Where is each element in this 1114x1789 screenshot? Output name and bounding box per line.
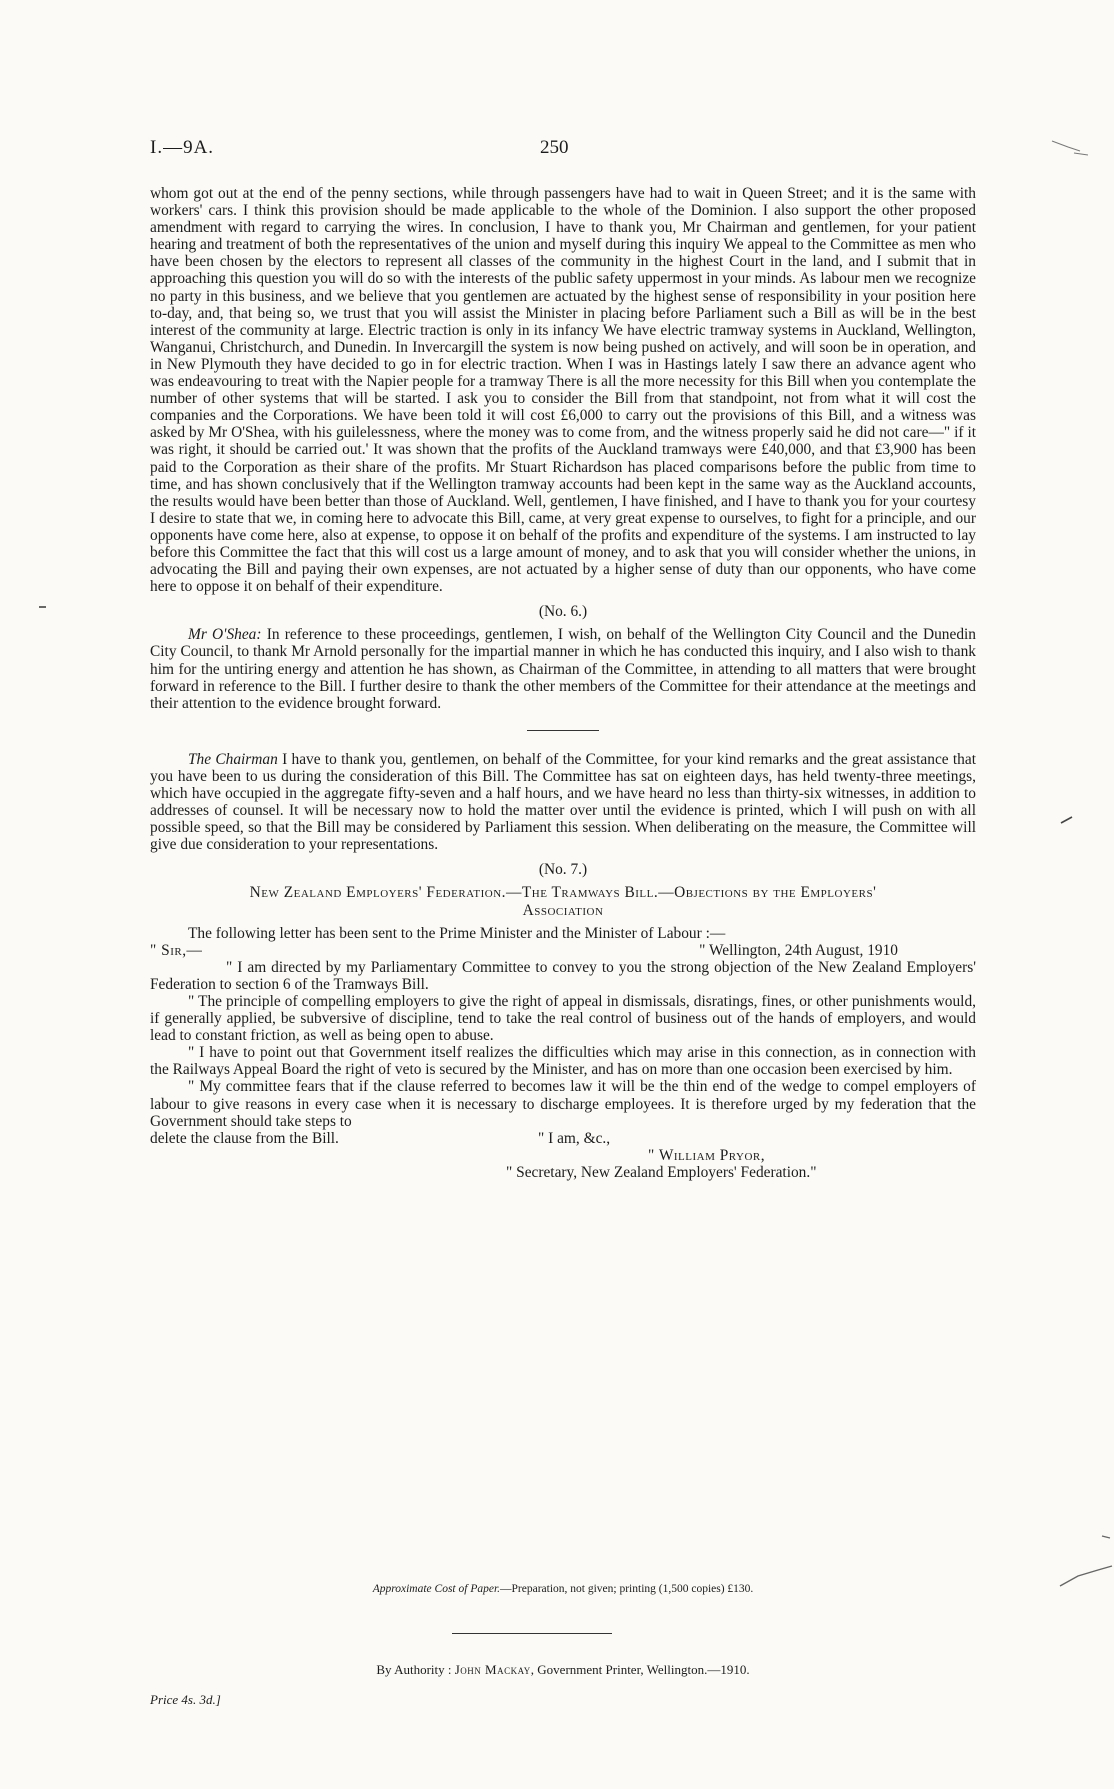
- document-page: [150, 0, 976, 1789]
- cost-text: —Preparation, not given; printing (1,500 copies) £130.: [500, 1583, 754, 1595]
- cost-note: [150, 1583, 976, 1595]
- letter-paragraph: " I am directed by my Parliamentary Committee to convey to you the strong objection of the New Zealand Employers' Federation to section 6 of the Tramways Bill.: [150, 958, 976, 993]
- document-body: [150, 185, 976, 1181]
- section-heading-continued: Association: [522, 901, 604, 919]
- speech-text: In reference to these proceedings, gentlemen, I wish, on behalf of the Wellington City Council and the Dunedin City Council, to thank Mr Arnold personally for the impartial manner in which he has conducted this inquiry, and I also wish to thank him for the untiring energy and attention he has shown, as Chairman of the Committee, in attending to all matters that were brought forward in reference to the Bill. I further desire to thank the other members of the Committee for their attendance at the meetings and their attention to the evidence brought forward.: [150, 626, 976, 712]
- authority-suffix: , Government Printer, Wellington.—1910.: [530, 1662, 750, 1677]
- letter-salutation-row: [150, 942, 976, 959]
- section-number-6: (No. 6.): [538, 603, 588, 621]
- margin-scan-mark: [1058, 1530, 1114, 1600]
- price-note: Price 4s. 3d.]: [150, 1692, 221, 1707]
- authority-prefix: By Authority :: [376, 1662, 455, 1677]
- salutation: " Sir,—: [150, 941, 203, 959]
- margin-scan-mark: [38, 604, 48, 610]
- page-number: 250: [540, 137, 569, 158]
- speaker-name: The Chairman: [188, 750, 278, 768]
- margin-scan-mark: [1060, 815, 1074, 825]
- speaker-name: Mr O'Shea:: [188, 626, 262, 644]
- letter-paragraph: " The principle of compelling employers to give the right of appeal in dismissals, disratings, fines, or other punishments would, if generally applied, be subversive of discipline, tend to take the real control of business out of the hands of employers, and would lead to constant friction, as well as being open to abuse.: [150, 992, 976, 1045]
- page-header: [150, 137, 976, 161]
- document-reference: I.—9A.: [150, 137, 215, 158]
- printer-authority: [150, 1662, 976, 1678]
- section-divider: [527, 730, 599, 731]
- paragraph-oshea: [150, 626, 976, 711]
- letter-intro: The following letter has been sent to the Prime Minister and the Minister of Labour :—: [188, 924, 726, 942]
- speech-text: I have to thank you, gentlemen, on behalf of the Committee, for your kind remarks and the great assistance that you have been to us during the consideration of this Bill. The Committee has sat on eighteen days, has held twenty-three meetings, which have occupied in the aggregate fifty-seven and a half hours, and we have heard no less than thirty-six witnesses, in addition to addresses of counsel. It will be necessary now to hold the matter over until the evidence is printed, which I will push on with all possible speed, so that the Bill may be considered by Parliament this session. When deliberating on the measure, the Committee will give due consideration to your representations.: [150, 750, 976, 854]
- section-number-7: (No. 7.): [538, 861, 588, 879]
- letter-paragraph: " I have to point out that Government itself realizes the difficulties which may arise in this connection, as in connection with the Railways Appeal Board the right of veto is secured by the Minister, and has on more than one occasion been exercised by him.: [150, 1044, 976, 1079]
- footer-divider: [452, 1633, 612, 1634]
- letter-paragraph: " My committee fears that if the clause referred to becomes law it will be the thin end of the wedge to compel employers of labour to give reasons in every case when it is necessary to discharge employees. It is therefore urged by my federation that the Government should take steps to: [150, 1078, 976, 1130]
- letter-paragraph-end: delete the clause from the Bill.: [150, 1129, 339, 1147]
- closing: " I am, &c.,: [538, 1129, 611, 1147]
- cost-label: Approximate Cost of Paper.: [372, 1583, 501, 1595]
- signature: " William Pryor,: [648, 1146, 766, 1164]
- dateline: " Wellington, 24th August, 1910: [699, 941, 898, 959]
- signature-title: " Secretary, New Zealand Employers' Federation.": [506, 1163, 817, 1181]
- section-heading: New Zealand Employers' Federation.—The Tramways Bill.—Objections by the Employers': [249, 884, 877, 902]
- margin-scan-mark: [1050, 135, 1090, 165]
- printer-name: John Mackay: [454, 1662, 531, 1677]
- paragraph-chairman: [150, 751, 976, 854]
- letter-closing-row: [150, 1130, 976, 1147]
- paragraph-continuation: whom got out at the end of the penny sections, while through passengers have had to wait in Queen Street; and it is the same with workers' cars. I think this provision should be made applicable to the whole of the Dominion. I also support the other proposed amendment with regard to carrying the wires. In conclusion, I have to thank you, Mr Chairman and gentlemen, for your patient hearing and treatment of both the representatives of the union and myself during this inquiry We appeal to the Committee as men who have been chosen by the electors to represent all classes of the community in the highest Court in the land, and I submit that in approaching this question you will do so with the interests of the public safety uppermost in your minds. As labour men we recognize no party in this business, and we believe that you gentlemen are actuated by the highest sense of responsibility in your position here to-day, and, that being so, we trust that you will assist the Minister in placing before Parliament such a Bill as will be in the best interest of the community at large. Electric traction is only in its infancy We have electric tramway systems in Auckland, Wellington, Wanganui, Christchurch, and Dunedin. In Invercargill the system is now being pushed on actively, and will soon be in operation, and in New Plymouth they have decided to go in for electric traction. When I was in Hastings lately I saw there an advance agent who was endeavouring to treat with the Napier people for a tramway There is all the more necessity for this Bill when you contemplate the number of other systems that will be started. I ask you to consider the Bill from that standpoint, not from what it will cost the companies and the Corporations. We have been told it will cost £6,000 to carry out the provisions of this Bill, and a witness was asked by Mr O'Shea, with his guilelessness, where the money was to come from, and the witness properly said he did not care—" if it was right, it should be carried out.' It was shown that the profits of the Auckland tramways were £40,000, and that £3,900 has been paid to the Corporation as their share of the profits. Mr Stuart Richardson has placed comparisons before the public from time to time, and has shown conclusively that if the Wellington tramway accounts had been kept in the same way as the Auckland accounts, the results would have been better than those of Auckland. Well, gentlemen, I have finished, and I have to thank you for your courtesy I desire to state that we, in coming here to advocate this Bill, came, at very great expense to ourselves, to fight for a principle, and our opponents have come here, also at expense, to oppose it on behalf of the profits and expenditure of the systems. I am instructed to lay before this Committee the fact that this will cost us a large amount of money, and to ask that you will consider whether the unions, in advocating the Bill and paying their own expenses, are not actuated by a higher sense of duty than our opponents, who have come here to oppose it on behalf of their expenditure.: [150, 185, 976, 596]
